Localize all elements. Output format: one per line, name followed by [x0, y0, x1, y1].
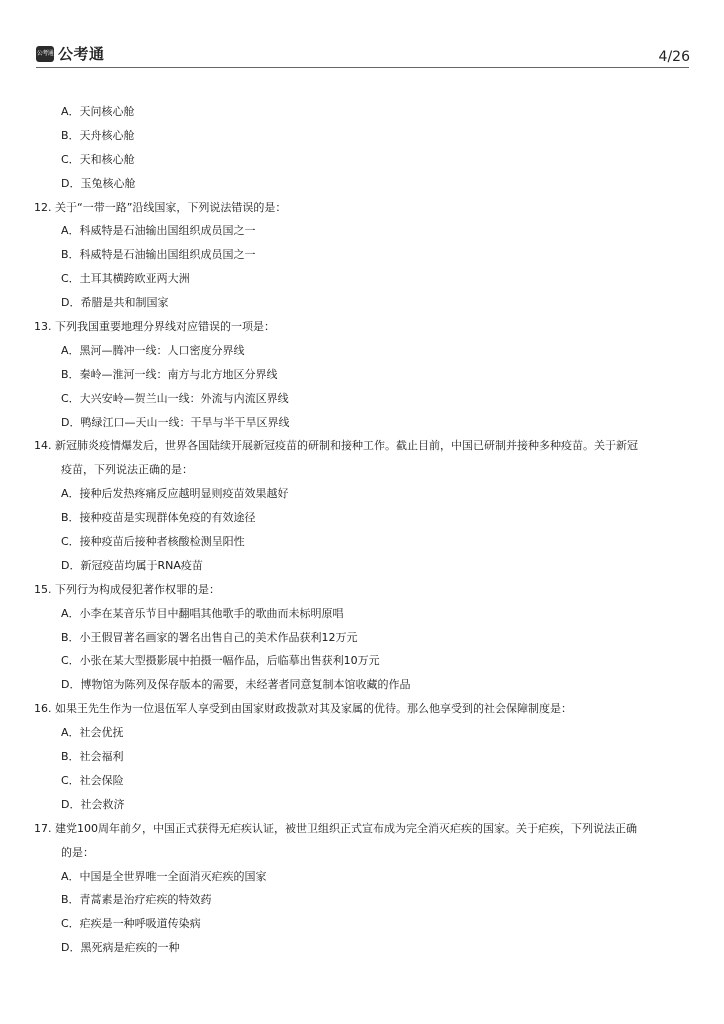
answer-option: A．科威特是石油输出国组织成员国之一	[61, 224, 256, 238]
question-stem: 14. 新冠肺炎疫情爆发后，世界各国陆续开展新冠疫苗的研制和接种工作。截止目前，中国已研制并接种多种疫苗。关于新冠	[34, 439, 638, 453]
answer-option: A．黑河—腾冲一线：人口密度分界线	[61, 343, 245, 357]
question-stem: 16. 如果王先生作为一位退伍军人享受到由国家财政拨款对其及家属的优待。那么他享受到的社会保障制度是：	[34, 702, 572, 716]
answer-option: A．接种后发热疼痛反应越明显则疫苗效果越好	[61, 487, 289, 501]
app-logo	[36, 43, 105, 64]
answer-option: B．社会福利	[61, 750, 124, 764]
answer-option: C．土耳其横跨欧亚两大洲	[61, 272, 190, 286]
question-stem: 12. 关于“一带一路”沿线国家，下列说法错误的是：	[34, 200, 287, 214]
answer-option: D．博物馆为陈列及保存版本的需要，未经著者同意复制本馆收藏的作品	[61, 678, 411, 692]
answer-option: A．中国是全世界唯一全面消灭疟疾的国家	[61, 869, 267, 883]
question-stem-continued: 疫苗，下列说法正确的是：	[61, 463, 193, 477]
answer-option: B．接种疫苗是实现群体免疫的有效途径	[61, 511, 256, 525]
app-name: 公考通	[58, 45, 105, 63]
answer-option: B．天舟核心舱	[61, 128, 135, 142]
question-stem: 13. 下列我国重要地理分界线对应错误的一项是：	[34, 320, 275, 334]
answer-option: C．社会保险	[61, 773, 124, 787]
answer-option: C．天和核心舱	[61, 152, 135, 166]
page-header	[0, 0, 724, 72]
answer-option: B．科威特是石油输出国组织成员国之一	[61, 248, 256, 262]
header-divider	[36, 67, 689, 68]
question-stem-continued: 的是：	[61, 845, 94, 859]
answer-option: D．社会救济	[61, 797, 125, 811]
answer-option: C．大兴安岭—贺兰山一线：外流与内流区界线	[61, 391, 289, 405]
answer-option: A．小李在某音乐节目中翻唱其他歌手的歌曲而未标明原唱	[61, 606, 344, 620]
answer-option: A．天问核心舱	[61, 105, 135, 118]
answer-option: B．青蒿素是治疗疟疾的特效药	[61, 893, 212, 907]
logo-badge-icon: 公考通	[36, 46, 54, 62]
answer-option: C．疟疾是一种呼吸道传染病	[61, 917, 201, 931]
answer-option: D．黑死病是疟疾的一种	[61, 941, 180, 955]
answer-option: D．玉兔核心舱	[61, 176, 136, 190]
question-list	[34, 103, 694, 963]
answer-option: D．鸭绿江口—天山一线：干旱与半干旱区界线	[61, 415, 290, 429]
answer-option: C．小张在某大型摄影展中拍摄一幅作品，后临摹出售获利10万元	[61, 654, 380, 668]
answer-option: B．秦岭—淮河一线：南方与北方地区分界线	[61, 367, 278, 381]
page-number: 4/26	[658, 49, 690, 65]
question-stem: 15. 下列行为构成侵犯著作权罪的是：	[34, 582, 220, 596]
answer-option: A．社会优抚	[61, 726, 124, 740]
answer-option: B．小王假冒著名画家的署名出售自己的美术作品获利12万元	[61, 630, 358, 644]
answer-option: D．希腊是共和制国家	[61, 296, 169, 310]
answer-option: D．新冠疫苗均属于RNA疫苗	[61, 558, 203, 572]
question-stem: 17. 建党100周年前夕，中国正式获得无疟疾认证，被世卫组织正式宣布成为完全消灭疟疾的国家。关于疟疾，下列说法正确	[34, 821, 637, 835]
answer-option: C．接种疫苗后接种者核酸检测呈阳性	[61, 535, 245, 549]
